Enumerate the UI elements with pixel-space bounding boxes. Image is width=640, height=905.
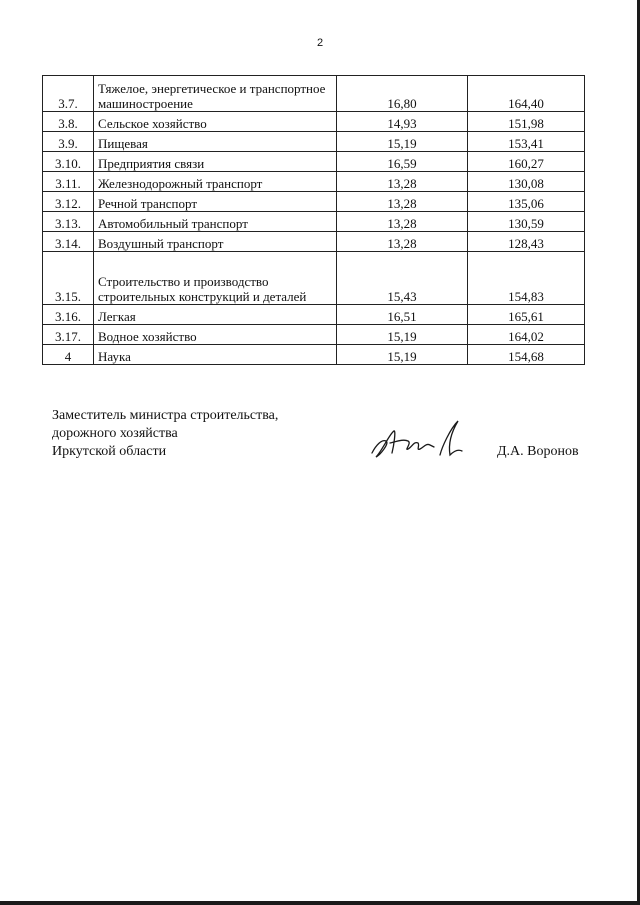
row-number: 3.9. <box>43 132 94 152</box>
row-sector: Легкая <box>94 305 337 325</box>
position-line-3: Иркутской области <box>52 444 167 459</box>
row-value-2: 153,41 <box>468 132 585 152</box>
row-value-2: 164,02 <box>468 325 585 345</box>
row-number: 3.14. <box>43 232 94 252</box>
row-sector: Речной транспорт <box>94 192 337 212</box>
row-number: 4 <box>43 345 94 365</box>
scan-edge-bottom <box>0 901 640 905</box>
signatory-position <box>52 407 352 461</box>
row-value-1: 13,28 <box>337 172 468 192</box>
row-value-1: 15,19 <box>337 345 468 365</box>
table-row <box>43 232 585 252</box>
row-value-1: 14,93 <box>337 112 468 132</box>
row-number: 3.16. <box>43 305 94 325</box>
table-row <box>43 305 585 325</box>
row-value-2: 154,83 <box>468 252 585 305</box>
row-value-2: 165,61 <box>468 305 585 325</box>
row-sector: Предприятия связи <box>94 152 337 172</box>
table-row <box>43 132 585 152</box>
table-row <box>43 76 585 112</box>
table-row <box>43 152 585 172</box>
position-line-2: дорожного хозяйства <box>52 426 178 441</box>
row-sector: Сельское хозяйство <box>94 112 337 132</box>
row-sector: Водное хозяйство <box>94 325 337 345</box>
row-value-1: 15,19 <box>337 132 468 152</box>
row-value-1: 13,28 <box>337 192 468 212</box>
row-value-1: 16,59 <box>337 152 468 172</box>
row-value-1: 15,43 <box>337 252 468 305</box>
row-number: 3.13. <box>43 212 94 232</box>
row-sector: Железнодорожный транспорт <box>94 172 337 192</box>
row-value-2: 164,40 <box>468 76 585 112</box>
row-value-1: 16,80 <box>337 76 468 112</box>
row-number: 3.15. <box>43 252 94 305</box>
row-value-1: 13,28 <box>337 212 468 232</box>
row-sector: Тяжелое, энергетическое и транспортное машиностроение <box>94 76 337 112</box>
row-number: 3.17. <box>43 325 94 345</box>
row-value-1: 15,19 <box>337 325 468 345</box>
row-value-2: 130,59 <box>468 212 585 232</box>
row-sector: Наука <box>94 345 337 365</box>
row-number: 3.12. <box>43 192 94 212</box>
position-line-1: Заместитель министра строительства, <box>52 408 279 423</box>
table-row <box>43 252 585 305</box>
table-row <box>43 172 585 192</box>
row-value-2: 128,43 <box>468 232 585 252</box>
row-value-1: 13,28 <box>337 232 468 252</box>
table-row <box>43 112 585 132</box>
row-sector: Воздушный транспорт <box>94 232 337 252</box>
row-value-1: 16,51 <box>337 305 468 325</box>
row-value-2: 160,27 <box>468 152 585 172</box>
row-value-2: 154,68 <box>468 345 585 365</box>
rates-table <box>42 75 585 365</box>
row-sector: Пищевая <box>94 132 337 152</box>
page-number: 2 <box>316 37 324 49</box>
row-number: 3.10. <box>43 152 94 172</box>
row-value-2: 135,06 <box>468 192 585 212</box>
row-number: 3.11. <box>43 172 94 192</box>
table-row <box>43 192 585 212</box>
row-number: 3.7. <box>43 76 94 112</box>
row-number: 3.8. <box>43 112 94 132</box>
table-row <box>43 325 585 345</box>
handwritten-signature-icon <box>368 415 468 465</box>
row-sector: Автомобильный транспорт <box>94 212 337 232</box>
signer-name: Д.А. Воронов <box>497 444 579 459</box>
row-sector: Строительство и производство строительных конструкций и деталей <box>94 252 337 305</box>
table-row <box>43 345 585 365</box>
row-value-2: 151,98 <box>468 112 585 132</box>
table-row <box>43 212 585 232</box>
row-value-2: 130,08 <box>468 172 585 192</box>
